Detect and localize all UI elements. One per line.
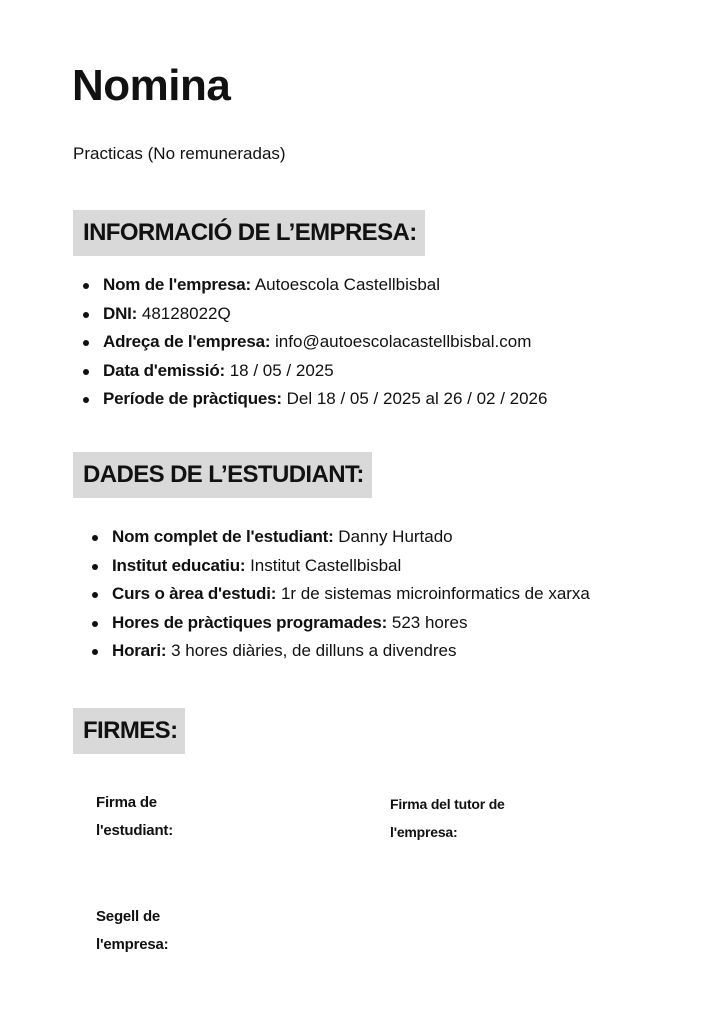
company-name-label: Nom de l'empresa: (103, 275, 252, 294)
student-section-heading: DADES DE L’ESTUDIANT: (73, 452, 372, 498)
schedule-label: Horari: (112, 641, 167, 660)
company-stamp-line2: l'empresa: (96, 936, 169, 953)
schedule-value: 3 hores diàries, de dilluns a divendres (171, 641, 457, 660)
list-item (73, 328, 547, 357)
tutor-signature-label (390, 790, 505, 846)
list-item (73, 385, 547, 414)
course-label: Curs o àrea d'estudi: (112, 584, 277, 603)
issue-date-label: Data d'emissió: (103, 360, 225, 380)
company-stamp-line1: Segell de (96, 908, 161, 925)
student-info-list (82, 523, 590, 666)
course-value: 1r de sistemas microinformatics de xarxa (280, 584, 590, 603)
school-value: Institut Castellbisbal (250, 555, 402, 575)
company-section-heading: INFORMACIÓ DE L’EMPRESA: (73, 210, 425, 256)
student-signature-line1: Firma de (96, 794, 157, 811)
list-item (73, 271, 547, 300)
company-info-list (73, 271, 547, 414)
company-address-label: Adreça de l'empresa: (103, 332, 271, 351)
hours-value: 523 hores (391, 612, 468, 632)
dni-label: DNI: (103, 303, 138, 323)
list-item (82, 552, 590, 581)
student-name-label: Nom complet de l'estudiant: (112, 527, 334, 546)
tutor-signature-line1: Firma del tutor de (390, 796, 505, 812)
issue-date-value: 18 / 05 / 2025 (229, 360, 334, 380)
student-signature-line2: l'estudiant: (96, 822, 174, 839)
company-address-value: info@autoescolacastellbisbal.com (275, 332, 532, 351)
list-item (82, 637, 590, 666)
student-name-value: Danny Hurtado (338, 527, 453, 546)
student-signature-label (96, 789, 173, 845)
company-stamp-label (96, 903, 168, 959)
list-item (82, 523, 590, 552)
school-label: Institut educatiu: (112, 555, 246, 575)
signatures-section-heading: FIRMES: (73, 708, 185, 754)
list-item (73, 300, 547, 329)
list-item (73, 357, 547, 386)
hours-label: Hores de pràctiques programades: (112, 612, 388, 632)
list-item (82, 580, 590, 609)
list-item (82, 609, 590, 638)
internship-period-label: Període de pràctiques: (103, 389, 282, 408)
internship-period-value: Del 18 / 05 / 2025 al 26 / 02 / 2026 (286, 389, 548, 408)
document-subtitle: Practicas (No remuneradas) (73, 144, 286, 163)
document-title: Nomina (72, 61, 231, 110)
company-name-value: Autoescola Castellbisbal (254, 275, 441, 294)
tutor-signature-line2: l'empresa: (390, 824, 458, 840)
dni-value: 48128022Q (141, 303, 231, 323)
